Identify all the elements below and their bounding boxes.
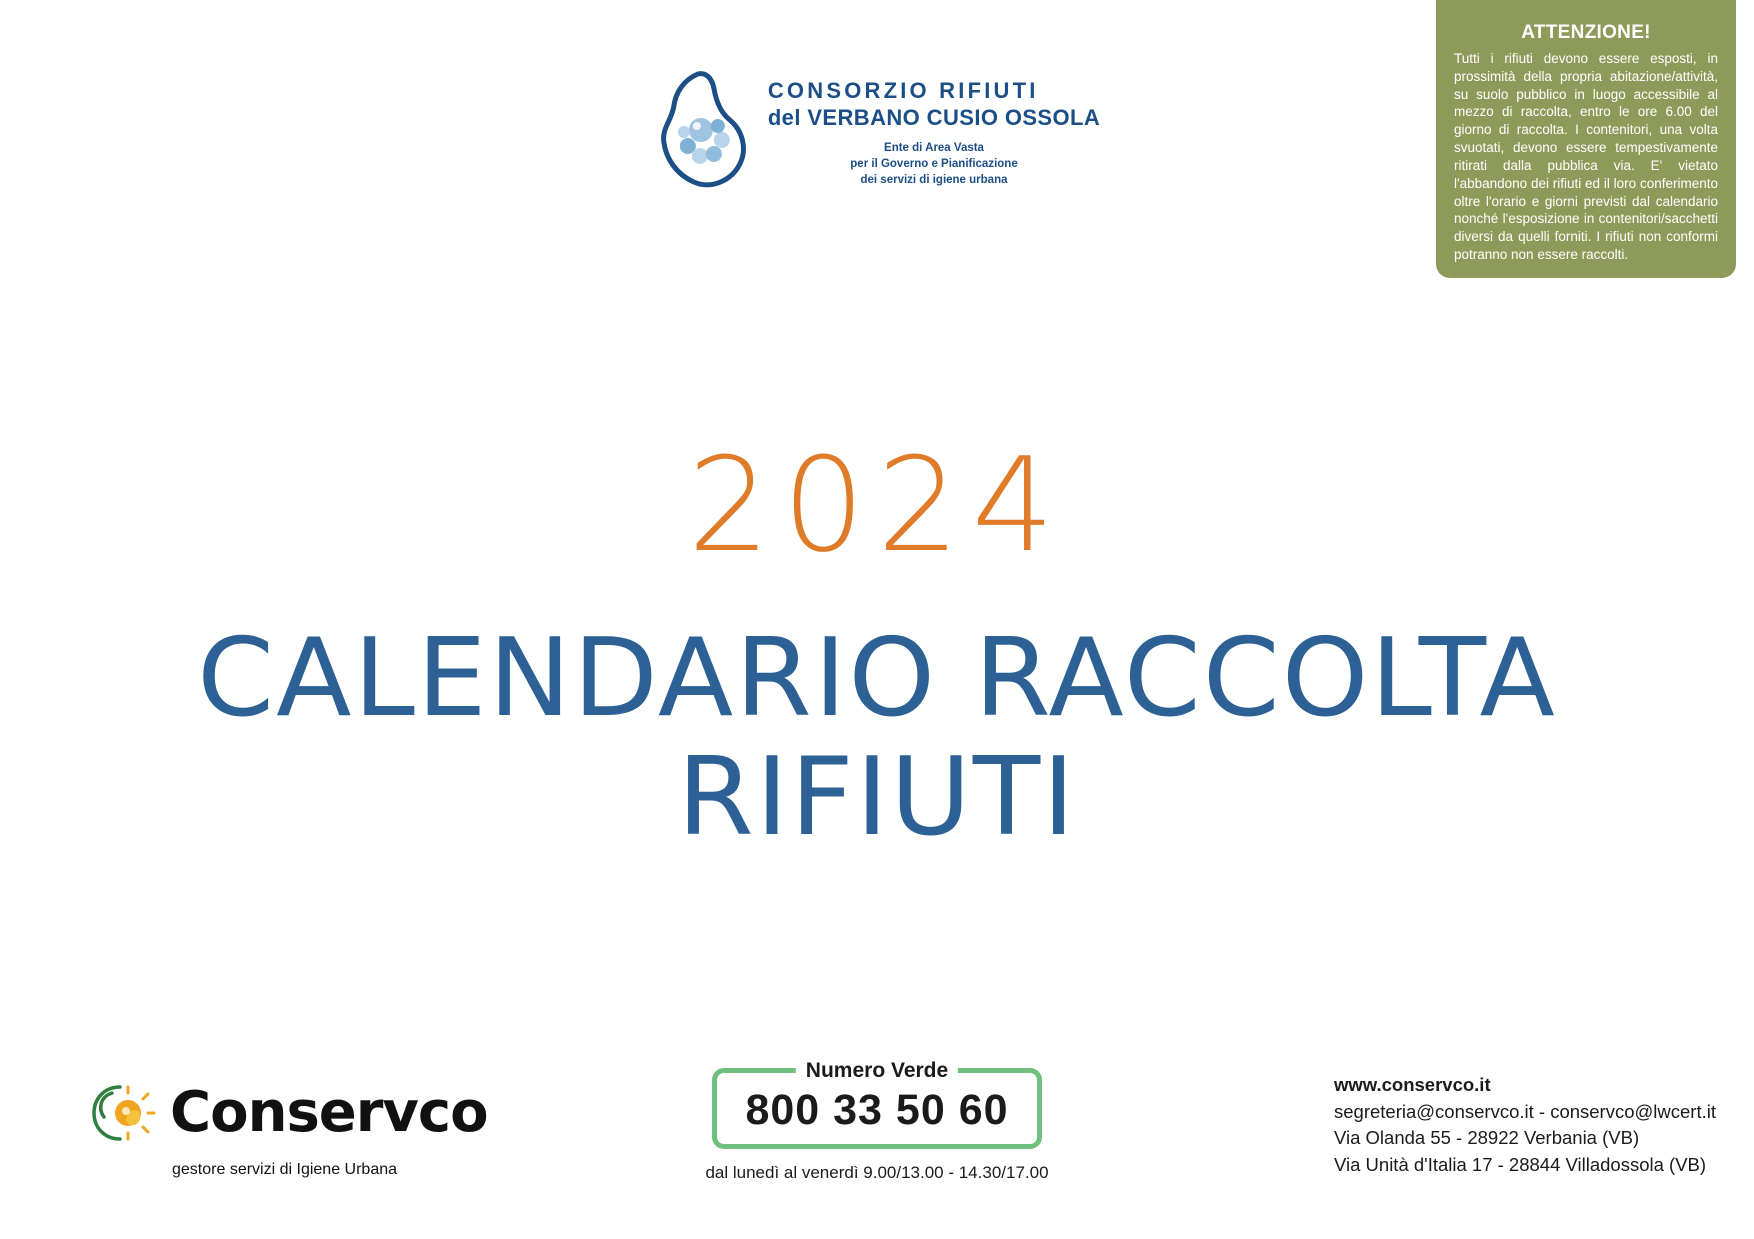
consorzio-logo bbox=[654, 70, 1100, 190]
conservco-tagline: gestore servizi di Igiene Urbana bbox=[172, 1161, 398, 1178]
footer bbox=[0, 1047, 1754, 1207]
numero-verde-number[interactable]: 800 33 50 60 bbox=[745, 1086, 1009, 1134]
consorzio-text bbox=[768, 72, 1100, 189]
conservco-row bbox=[90, 1080, 510, 1145]
year-title: 2024 bbox=[687, 429, 1067, 581]
attention-box bbox=[1436, 0, 1736, 278]
numero-verde-box bbox=[712, 1059, 1042, 1149]
vco-region-bubbles-icon bbox=[654, 70, 754, 190]
address-line-2: Via Unità d'Italia 17 - 28844 Villadossola (VB) bbox=[1334, 1154, 1707, 1176]
consorzio-title-line2: del VERBANO CUSIO OSSOLA bbox=[767, 104, 1101, 130]
address-line-1: Via Olanda 55 - 28922 Verbania (VB) bbox=[1334, 1127, 1640, 1149]
numero-verde-block bbox=[687, 1059, 1067, 1183]
consorzio-subtitle-line3: dei servizi di igiene urbana bbox=[860, 174, 1008, 187]
attention-body: Tutti i rifiuti devono essere esposti, in prossimità della propria abitazione/attività, su suolo pubblico in luogo accessibile al mezzo di raccolta, entro le ore 6.00 del giorno di raccolta. I contenitori, una volta svuotati, devono essere tempestivamente ritirati dalla pubblica via. E' vietato l'abbandono dei rifiuti ed il loro conferimento oltre l'orario e giorni previsti dal calendario nonché l'esposizione in contenitori/sacchetti diversi da quelli forniti. I rifiuti non conformi potranno non essere raccolti. bbox=[1454, 51, 1718, 262]
consorzio-title-line1: CONSORZIO RIFIUTI bbox=[767, 77, 1039, 103]
consorzio-subtitle-line2: per il Governo e Pianificazione bbox=[850, 157, 1018, 170]
numero-verde-label: Numero Verde bbox=[796, 1059, 958, 1083]
conservco-name: Conservco bbox=[170, 1080, 488, 1145]
numero-verde-hours: dal lunedì al venerdì 9.00/13.00 - 14.30/17.00 bbox=[705, 1163, 1049, 1182]
page-title: CALENDARIO RACCOLTA RIFIUTI bbox=[197, 616, 1557, 860]
attention-title: ATTENZIONE! bbox=[1521, 22, 1651, 43]
email-addresses[interactable]: segreteria@conservco.it - conservco@lwcert.it bbox=[1334, 1100, 1716, 1122]
contacts-block bbox=[1334, 1072, 1716, 1179]
consorzio-subtitle bbox=[768, 140, 1100, 189]
website-link[interactable]: www.conservco.it bbox=[1334, 1073, 1491, 1095]
conservco-sun-swirl-icon bbox=[90, 1083, 156, 1143]
consorzio-subtitle-line1: Ente di Area Vasta bbox=[884, 141, 984, 154]
conservco-logo-block bbox=[90, 1080, 510, 1179]
